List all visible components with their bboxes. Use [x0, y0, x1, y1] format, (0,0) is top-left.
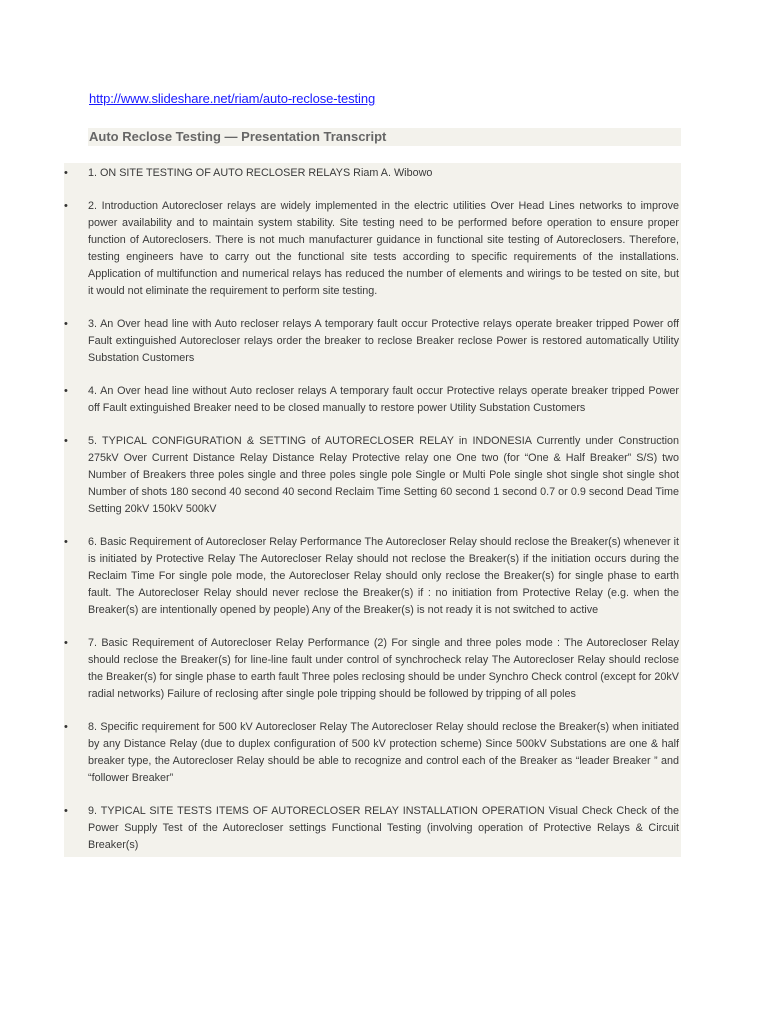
bullet-icon: • [64, 435, 68, 447]
transcript-heading: Auto Reclose Testing — Presentation Transcript [88, 128, 681, 146]
list-item-text: 2. Introduction Autorecloser relays are widely implemented in the electric utilities Over Head Lines networks to improve power availability and to maintain system stability. Site testing need to be performed before operation to ensure proper function of Autoreclosers. There is not much manufacturer guidance in functional site testing of Autoreclosers. Therefore, testing engineers have to carry out the functional site tests according to specific requirements of the installations. Application of multifunction and numerical relays has reduced the number of elements and wirings to be tested on site, but it would not eliminate the requirement to perform site testing. [88, 200, 679, 297]
bullet-icon: • [64, 167, 68, 179]
list-item [64, 163, 681, 182]
list-item-text: 6. Basic Requirement of Autorecloser Relay Performance The Autorecloser Relay should reclose the Breaker(s) whenever it is initiated by Protective Relay The Autorecloser Relay should not reclose the Breaker(s) if the initiation occurs during the Reclaim Time For single pole mode, the Autorecloser Relay should only reclose the Breaker(s) for single phase to earth fault. The Autorecloser Relay should never reclose the Breaker(s) if : no initiation from Protective Relay (e.g. when the Breaker(s) are intentionally opened by people) Any of the Breaker(s) is not ready it is not switched to active [88, 536, 679, 616]
list-item-text: 3. An Over head line with Auto recloser relays A temporary fault occur Protective relays operate breaker tripped Power off Fault extinguished Autorecloser relays order the breaker to reclose Breaker reclose Power is restored automatically Utility Substation Customers [88, 318, 679, 364]
list-item [64, 196, 681, 300]
source-link[interactable]: http://www.slideshare.net/riam/auto-reclose-testing [89, 91, 376, 106]
transcript-list [64, 163, 681, 857]
list-item [64, 532, 681, 619]
list-item [64, 381, 681, 417]
bullet-icon: • [64, 318, 68, 330]
bullet-icon: • [64, 805, 68, 817]
list-item [64, 633, 681, 703]
bullet-icon: • [64, 200, 68, 212]
bullet-icon: • [64, 637, 68, 649]
list-item-text: 8. Specific requirement for 500 kV Autorecloser Relay The Autorecloser Relay should reclose the Breaker(s) when initiated by any Distance Relay (due to duplex configuration of 500 kV protection scheme) Since 500kV Substations are one & half breaker type, the Autorecloser Relay should be able to recognize and control each of the Breaker as “leader Breaker ” and “follower Breaker” [88, 721, 679, 784]
list-item [64, 314, 681, 367]
bullet-icon: • [64, 536, 68, 548]
list-item-text: 9. TYPICAL SITE TESTS ITEMS OF AUTORECLOSER RELAY INSTALLATION OPERATION Visual Check Check of the Power Supply Test of the Autorecloser settings Functional Testing (involving operation of Protective Relays & Circuit Breaker(s) [88, 805, 679, 851]
bullet-icon: • [64, 385, 68, 397]
bullet-icon: • [64, 721, 68, 733]
list-item-text: 5. TYPICAL CONFIGURATION & SETTING of AUTORECLOSER RELAY in INDONESIA Currently under Construction 275kV Over Current Distance Relay Distance Relay Protective relay one One two (for “One & Half Breaker” S/S) two Number of Breakers three poles single and three poles single pole Single or Multi Pole single shot single shot single shot Number of shots 180 second 40 second 40 second Reclaim Time Setting 60 second 1 second 0.7 or 0.9 second Dead Time Setting 20kV 150kV 500kV [88, 435, 679, 515]
list-item-text: 1. ON SITE TESTING OF AUTO RECLOSER RELAYS Riam A. Wibowo [88, 167, 433, 179]
list-item [64, 717, 681, 787]
list-item-text: 4. An Over head line without Auto recloser relays A temporary fault occur Protective relays operate breaker tripped Power off Fault extinguished Breaker need to be closed manually to restore power Utility Substation Customers [88, 385, 679, 414]
list-item-text: 7. Basic Requirement of Autorecloser Relay Performance (2) For single and three poles mode : The Autorecloser Relay should reclose the Breaker(s) for line-line fault under control of synchrocheck relay The Autorecloser Relay should reclose the Breaker(s) for single phase to earth fault Three poles reclosing should be under Synchro Check control (except for 20kV radial networks) Failure of reclosing after single pole tripping should be followed by tripping of all poles [88, 637, 679, 700]
list-item [64, 431, 681, 518]
list-item [64, 801, 681, 854]
